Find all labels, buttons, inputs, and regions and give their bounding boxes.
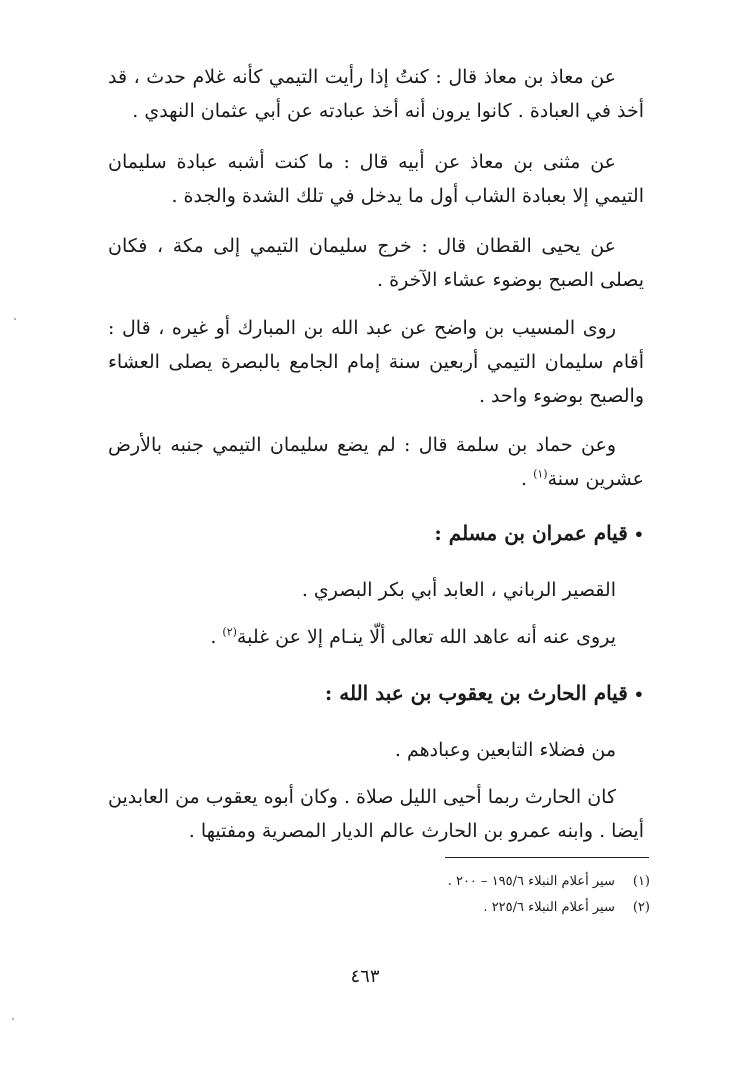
paragraph-8-text: من فضلاء التابعين وعبادهم . <box>394 739 616 761</box>
paragraph-9 <box>108 780 644 848</box>
paragraph-4 <box>108 311 644 413</box>
footnote-2-text: سير أعلام النبلاء ٢٢٥/٦ . <box>483 900 615 915</box>
footnote-2-number: (٢) <box>632 900 650 915</box>
paragraph-9-text: كان الحارث ربما أحيى الليل صلاة . وكان أبوه يعقوب من العابدين أيضا . وابنه عمرو بن الحارث عالم الديار المصرية ومفتيها . <box>108 786 644 842</box>
bullet-icon: • <box>633 525 644 544</box>
paragraph-5 <box>108 428 644 496</box>
page-number: ٤٦٣ <box>350 966 380 987</box>
paragraph-7-text: يروى عنه أنه عاهد الله تعالى ألّا ينـام إلا عن غلبة <box>236 626 616 648</box>
paragraph-7 <box>108 620 644 654</box>
paragraph-2-text: عن مثنى بن معاذ عن أبيه قال : ما كنت أشبه عبادة سليمان التيمي إلا بعبادة الشاب أول ما يدخل في تلك الشدة والجدة . <box>108 151 644 207</box>
footnote-1 <box>300 872 650 892</box>
footnote-divider <box>445 857 649 858</box>
footnote-1-text: سير أعلام النبلاء ١٩٥/٦ – ٢٠٠ . <box>447 874 615 889</box>
paragraph-2 <box>108 145 644 213</box>
paragraph-5-end: . <box>520 468 534 490</box>
heading-imran-text: قيام عمران بن مسلم : <box>434 521 628 545</box>
paragraph-6-text: القصير الرباني ، العابد أبي بكر البصري . <box>301 579 616 601</box>
paragraph-3 <box>108 229 644 297</box>
footnote-ref-2[interactable]: (٢) <box>222 625 237 639</box>
footnote-2 <box>300 898 650 918</box>
heading-harith <box>108 676 644 712</box>
paragraph-3-text: عن يحيى القطان قال : خرج سليمان التيمي إلى مكة ، فكان يصلى الصبح بوضوء عشاء الآخرة . <box>108 235 644 291</box>
scan-speck <box>12 1018 14 1020</box>
paragraph-4-text: روى المسيب بن واضح عن عبد الله بن المبارك أو غيره ، قال : أقام سليمان التيمي أربعين سنة إمام الجامع بالبصرة يصلى العشاء والصبح بوضوء واحد . <box>108 317 644 407</box>
paragraph-8 <box>108 733 644 767</box>
heading-harith-text: قيام الحارث بن يعقوب بن عبد الله : <box>324 681 628 705</box>
paragraph-5-text: وعن حماد بن سلمة قال : لم يضع سليمان التيمي جنبه بالأرض عشرين سنة <box>108 434 644 490</box>
paragraph-6 <box>108 573 644 607</box>
scan-speck <box>14 318 16 320</box>
paragraph-1 <box>108 60 644 128</box>
heading-imran <box>108 516 644 552</box>
paragraph-1-text: عن معاذ بن معاذ قال : كنتُ إذا رأيت التيمي كأنه غلام حدث ، قد أخذ في العبادة . كانوا يرون أنه أخذ عبادته عن أبي عثمان النهدي . <box>108 66 644 122</box>
footnote-ref-1[interactable]: (١) <box>533 467 548 481</box>
paragraph-7-end: . <box>210 626 223 648</box>
footnote-1-number: (١) <box>632 874 650 889</box>
bullet-icon: • <box>633 685 644 704</box>
